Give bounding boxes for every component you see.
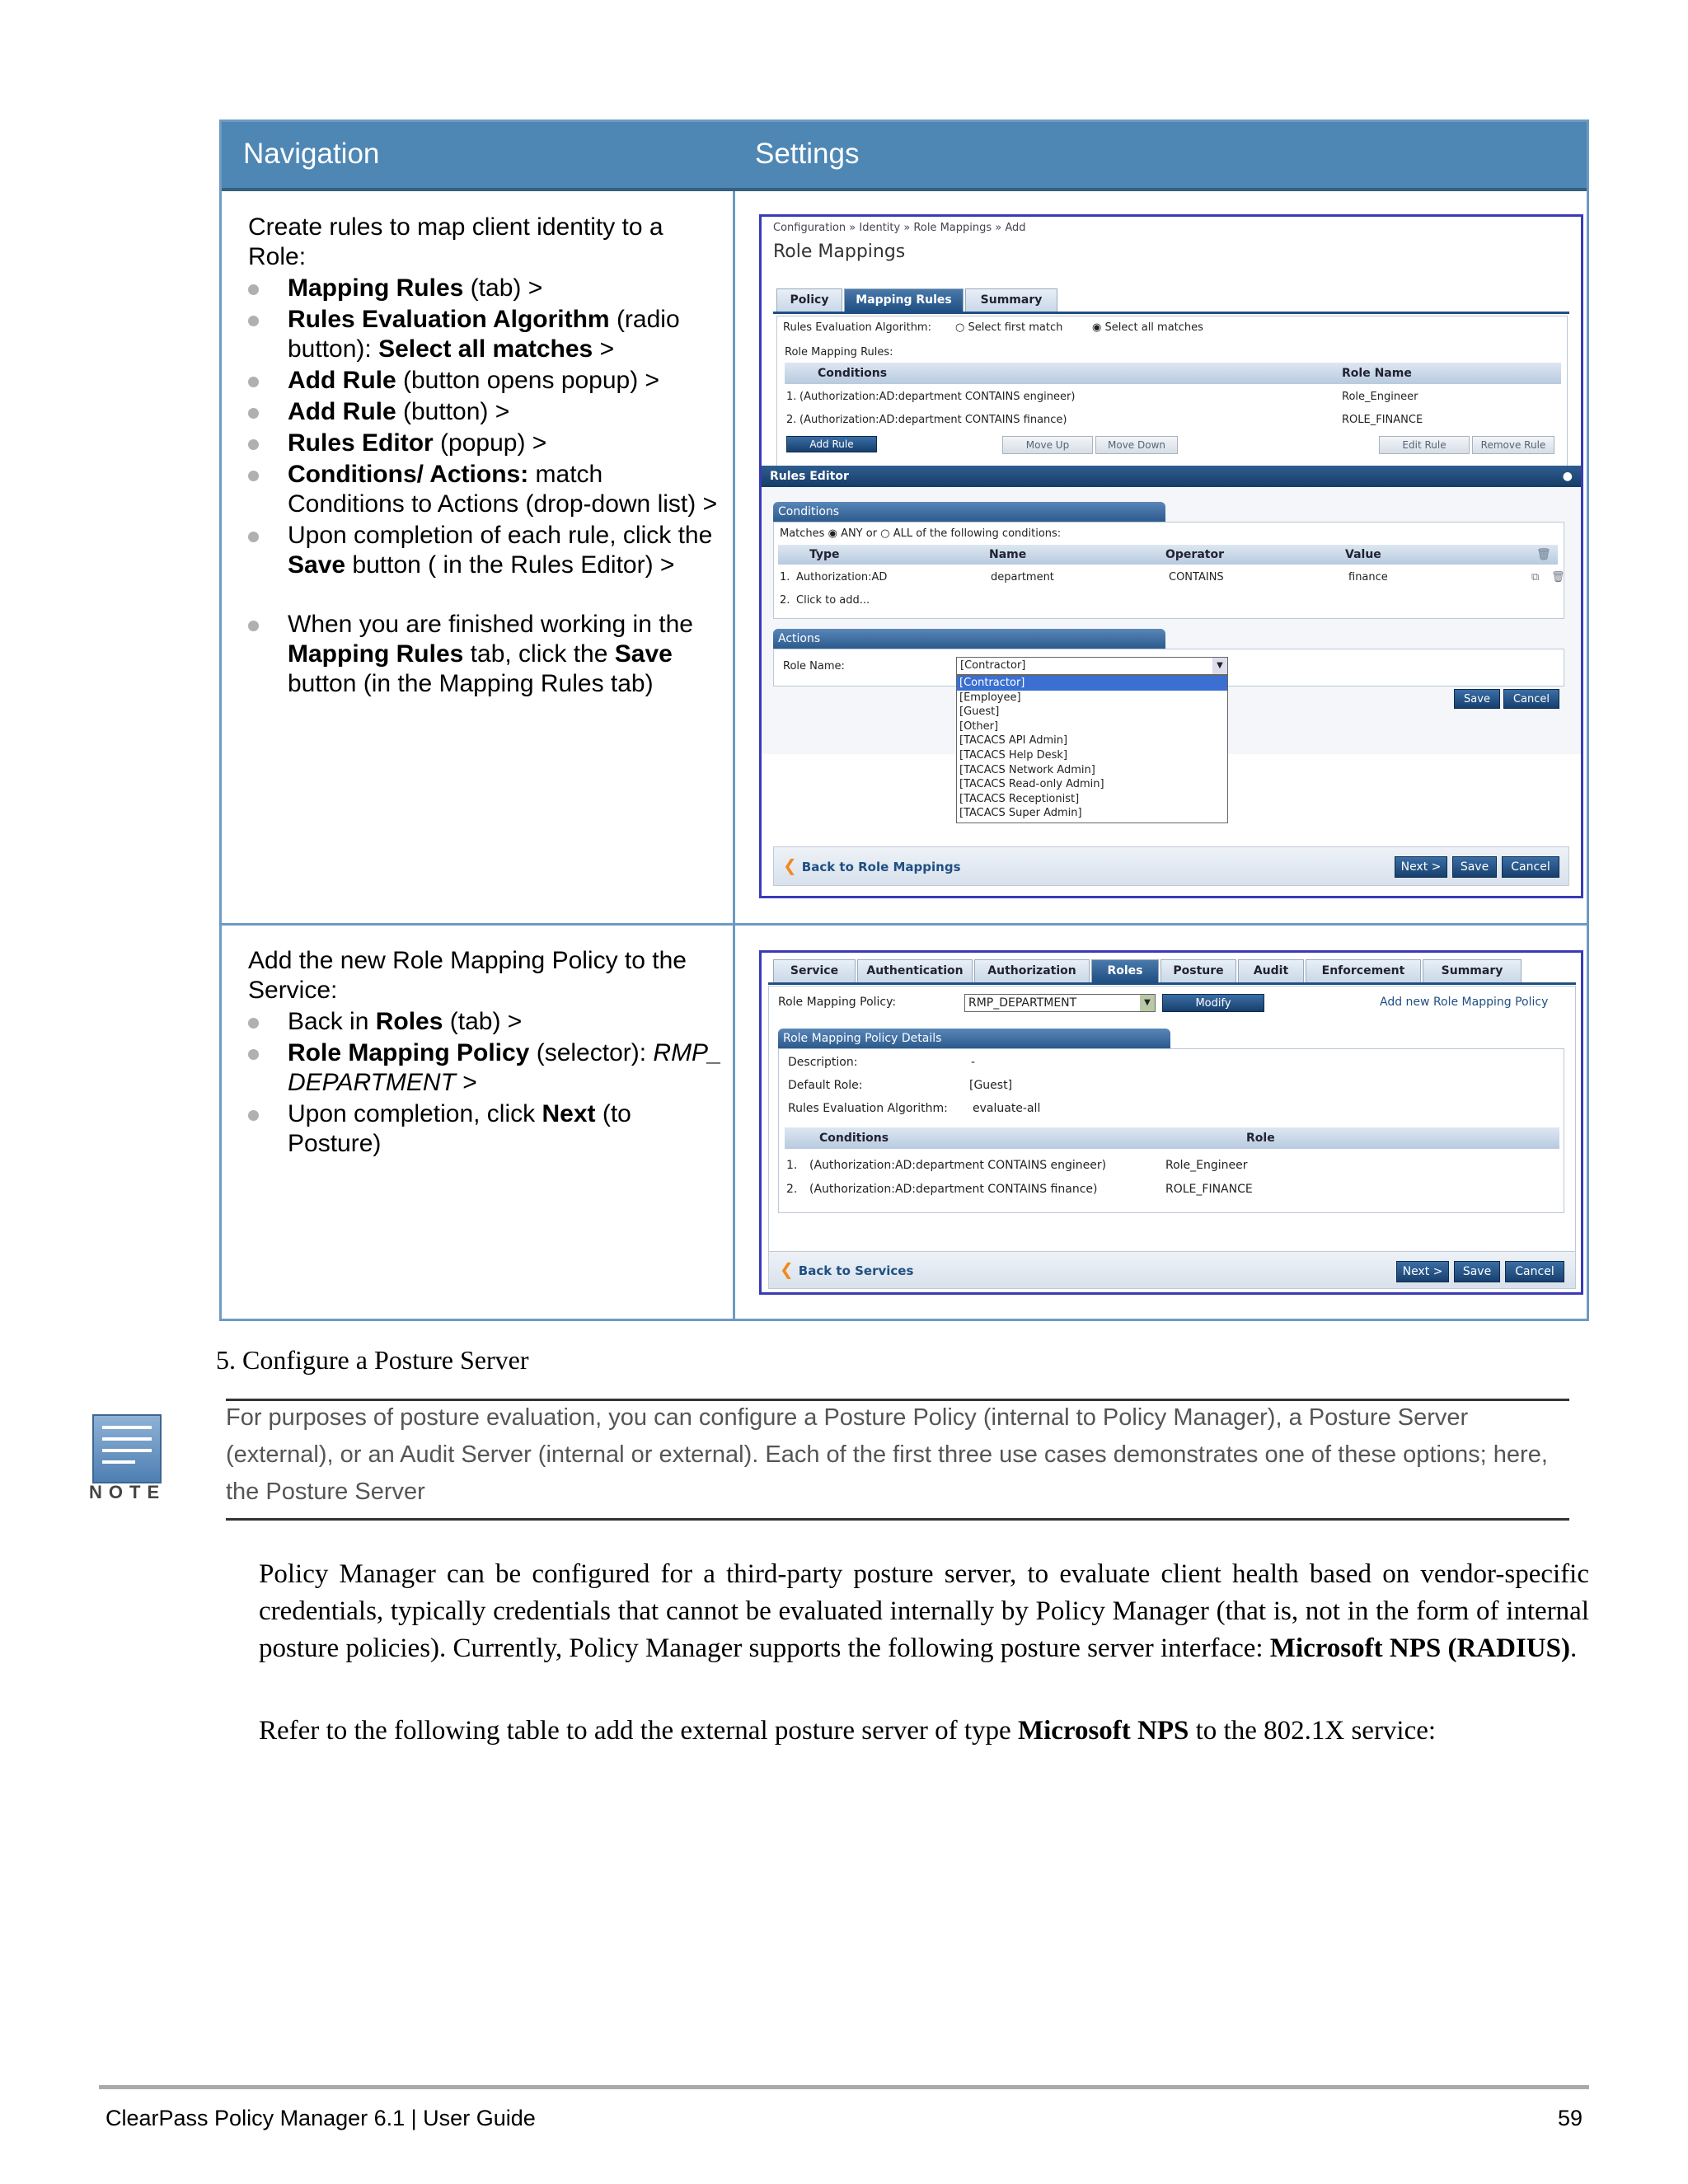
note-text: For purposes of posture evaluation, you can configure a Posture Policy (internal to Policy Manager), a Posture Server (external), or an Audit Server (internal or external). Each of the first three use cases demonstrates one of these options; here, the Posture Server — [226, 1404, 1548, 1505]
nav-intro: Create rules to map client identity to a Role: — [248, 213, 663, 270]
nav-step: Back in Roles (tab) > — [248, 1007, 722, 1037]
list-item[interactable]: [TACACS Network Admin] — [959, 763, 1095, 776]
rules-editor-titlebar — [762, 466, 1581, 487]
tab-authorization[interactable]: Authorization — [974, 959, 1090, 982]
nav-step: Add Rule (button) > — [248, 397, 722, 427]
note-label: NOTE — [89, 1482, 166, 1502]
tab-authentication[interactable]: Authentication — [857, 959, 973, 982]
back-to-services-link[interactable]: ❮ Back to Services — [780, 1259, 913, 1279]
nav-step: Rules Evaluation Algorithm (radio button): Select all matches > — [248, 305, 722, 364]
edit-rule-button[interactable]: Edit Rule — [1379, 436, 1470, 454]
description-row: Description: - — [788, 1056, 976, 1069]
tab-posture[interactable]: Posture — [1160, 959, 1236, 982]
tab-summary[interactable]: Summary — [1423, 959, 1522, 982]
table-row[interactable]: 2. Click to add... — [780, 594, 870, 607]
chevron-down-icon[interactable]: ▼ — [1212, 658, 1227, 674]
nav-step: Rules Editor (popup) > — [248, 429, 722, 458]
row-divider — [222, 923, 1587, 926]
page-title: Role Mappings — [773, 241, 906, 262]
cancel-button[interactable]: Cancel — [1505, 1261, 1564, 1282]
editor-save-button[interactable]: Save — [1454, 689, 1500, 709]
radio-all[interactable]: ○ ALL of the following conditions: — [880, 527, 1062, 540]
col-role: Role — [1246, 1132, 1275, 1145]
list-item[interactable]: [Employee] — [959, 691, 1021, 704]
note-rule-bottom — [226, 1518, 1569, 1521]
tab-policy[interactable]: Policy — [776, 288, 842, 312]
list-item[interactable]: [Other] — [959, 719, 999, 733]
nav-cell-roles — [248, 946, 722, 1160]
tab-mapping-rules[interactable]: Mapping Rules — [844, 288, 964, 312]
nav-step: When you are finished working in the Mapping Rules tab, click the Save button (in the Mapping Rules tab) — [248, 610, 722, 699]
tab-enforcement[interactable]: Enforcement — [1306, 959, 1421, 982]
rules-editor-title: Rules Editor — [770, 470, 849, 483]
modify-button[interactable]: Modify — [1162, 994, 1264, 1012]
save-button[interactable]: Save — [1452, 856, 1497, 878]
col-type: Type — [809, 548, 840, 561]
close-icon[interactable]: ● — [1562, 470, 1573, 483]
back-to-role-mappings-link[interactable]: ❮ Back to Role Mappings — [783, 855, 961, 875]
nav-step: Add Rule (button opens popup) > — [248, 366, 722, 396]
role-name-select[interactable]: [Contractor] ▼ — [956, 657, 1228, 675]
trash-icon[interactable]: 🗑 — [1536, 548, 1551, 561]
actions-header: Actions — [773, 629, 1165, 649]
algorithm-row: Rules Evaluation Algorithm: evaluate-all — [788, 1102, 1041, 1115]
next-button[interactable]: Next > — [1396, 1261, 1449, 1282]
note-icon — [92, 1414, 162, 1483]
col-role-name: Role Name — [1342, 367, 1412, 380]
list-item[interactable]: [TACACS Help Desk] — [959, 748, 1068, 762]
col-name: Name — [989, 548, 1027, 561]
tab-audit[interactable]: Audit — [1238, 959, 1304, 982]
copy-icon[interactable]: ⧉ — [1531, 571, 1540, 583]
conditions-header: Conditions — [773, 502, 1165, 522]
column-divider — [733, 191, 735, 1321]
list-item[interactable]: [Guest] — [959, 705, 1000, 719]
default-role-row: Default Role: [Guest] — [788, 1079, 1013, 1092]
chevron-down-icon[interactable]: ▼ — [1140, 995, 1155, 1011]
breadcrumb: Configuration » Identity » Role Mappings » Add — [773, 222, 1026, 234]
list-item[interactable]: [TACACS Receptionist] — [959, 792, 1080, 805]
col-value: Value — [1345, 548, 1381, 561]
move-down-button[interactable]: Move Down — [1095, 436, 1178, 454]
col-conditions: Conditions — [818, 367, 888, 380]
table-row[interactable]: 1. (Authorization:AD:department CONTAINS engineer) Role_Engineer — [786, 391, 1418, 403]
table-row[interactable]: 2. (Authorization:AD:department CONTAINS finance) ROLE_FINANCE — [786, 1183, 1253, 1196]
conditions-table-header — [778, 545, 1558, 565]
policy-details-header: Role Mapping Policy Details — [778, 1029, 1170, 1048]
nav-step: Conditions/ Actions: match Conditions to Actions (drop-down list) > — [248, 460, 722, 519]
table-header — [222, 122, 1587, 191]
table-row[interactable]: 2. (Authorization:AD:department CONTAINS finance) ROLE_FINANCE — [786, 414, 1423, 426]
add-rule-button[interactable]: Add Rule — [786, 436, 877, 452]
tab-underline — [768, 982, 1576, 985]
matches-row: Matches ◉ ANY or ○ ALL of the following conditions: — [780, 527, 1062, 540]
nav-intro: Add the new Role Mapping Policy to the Service: — [248, 947, 687, 1004]
body-paragraph: Policy Manager can be configured for a third-party posture server, to evaluate client health based on vendor-specific credentials, typically credentials that cannot be evaluated internally by Policy Manager (that is, not in the form of internal posture policies). Currently, Policy Manager supports the following posture server interface: Microsoft NPS (RADIUS). — [259, 1559, 1589, 1663]
list-item[interactable]: [TACACS Super Admin] — [959, 807, 1082, 820]
screenshot-service-roles — [759, 950, 1583, 1295]
instruction-table — [219, 120, 1589, 1321]
col-operator: Operator — [1165, 548, 1224, 561]
body-paragraph: Refer to the following table to add the external posture server of type Microsoft NPS to the 802.1X service: — [259, 1716, 1437, 1746]
list-item[interactable]: [TACACS API Admin] — [959, 734, 1068, 748]
page-number: 59 — [1558, 2106, 1583, 2130]
algo-row: Rules Evaluation Algorithm: ○ Select first match ◉ Select all matches — [783, 321, 1203, 334]
rmp-label: Role Mapping Policy: — [778, 996, 897, 1009]
role-dropdown-list[interactable] — [956, 675, 1228, 823]
radio-all-matches[interactable]: ◉ Select all matches — [1092, 321, 1203, 334]
radio-any[interactable]: ◉ ANY — [828, 527, 863, 540]
header-settings: Settings — [755, 138, 860, 170]
role-name-label: Role Name: — [783, 660, 845, 673]
save-button[interactable]: Save — [1454, 1261, 1500, 1282]
trash-icon[interactable]: 🗑 — [1551, 571, 1565, 583]
tab-service[interactable]: Service — [773, 959, 856, 982]
tab-roles[interactable]: Roles — [1091, 959, 1159, 982]
screenshot-role-mappings — [759, 214, 1583, 898]
step-heading: 5. Configure a Posture Server — [216, 1345, 529, 1375]
table-row[interactable]: 1. (Authorization:AD:department CONTAINS engineer) Role_Engineer — [786, 1159, 1248, 1172]
header-navigation: Navigation — [243, 138, 380, 170]
rules-table-header — [785, 1127, 1559, 1149]
cancel-button[interactable]: Cancel — [1502, 856, 1559, 878]
remove-rule-button[interactable]: Remove Rule — [1472, 436, 1554, 454]
nav-step: Upon completion of each rule, click the Save button ( in the Rules Editor) > — [248, 521, 722, 580]
col-conditions: Conditions — [819, 1132, 889, 1145]
rules-table-header — [785, 363, 1561, 384]
move-up-button[interactable]: Move Up — [1002, 436, 1093, 454]
radio-first-match[interactable]: ○ Select first match — [955, 321, 1063, 334]
footer-rule — [99, 2085, 1589, 2089]
next-button[interactable]: Next > — [1395, 856, 1447, 878]
add-role-mapping-policy-link[interactable]: Add new Role Mapping Policy — [1380, 996, 1549, 1009]
tab-underline — [773, 312, 1569, 314]
nav-step: Upon completion, click Next (to Posture) — [248, 1099, 722, 1159]
role-mapping-policy-select[interactable]: RMP_DEPARTMENT ▼ — [964, 994, 1156, 1012]
tab-summary[interactable]: Summary — [965, 288, 1057, 312]
nav-cell-mapping-rules — [248, 213, 722, 701]
nav-step: Role Mapping Policy (selector): RMP_ DEPARTMENT > — [248, 1038, 722, 1098]
editor-cancel-button[interactable]: Cancel — [1503, 689, 1559, 709]
list-item[interactable]: [Contractor] — [957, 676, 1227, 691]
rules-label: Role Mapping Rules: — [785, 346, 893, 359]
table-row[interactable]: 1. Authorization:AD department CONTAINS finance ⧉ 🗑 — [780, 571, 1565, 583]
nav-step: Mapping Rules (tab) > — [248, 274, 722, 303]
list-item[interactable]: [TACACS Read-only Admin] — [959, 778, 1104, 791]
footer-title: ClearPass Policy Manager 6.1 | User Guide — [106, 2106, 536, 2130]
